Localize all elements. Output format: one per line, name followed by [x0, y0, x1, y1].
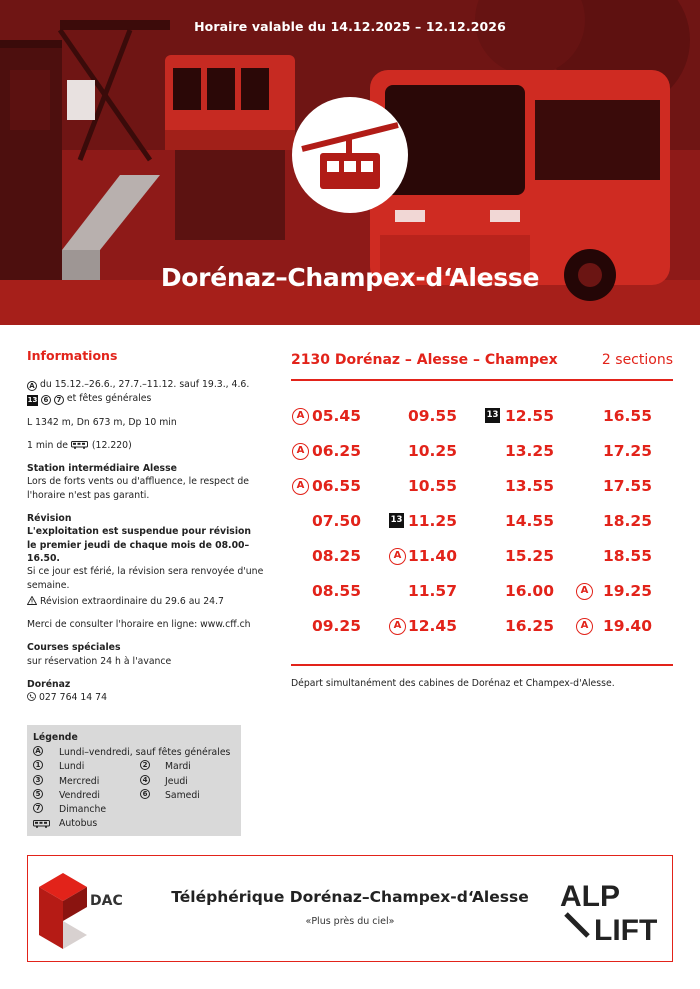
departure-time: 14.55: [504, 512, 554, 530]
station-text: Lors de forts vents ou d'affluence, le respect de l'horaire n'est pas garanti.: [27, 476, 250, 501]
departure-time: 11.40: [407, 547, 457, 565]
departure-time: 19.25: [602, 582, 652, 600]
warning-icon: [27, 596, 37, 605]
weekday-badge: A: [576, 618, 593, 635]
departure-time: 16.55: [602, 407, 652, 425]
legend-label: Lundi–vendredi, sauf fêtes générales: [59, 747, 231, 759]
footer-slogan: «Plus près du ciel»: [305, 916, 395, 927]
departure-time: 18.55: [602, 547, 652, 565]
departure-time: 10.25: [407, 442, 457, 460]
legend-label: Jeudi: [165, 775, 188, 787]
info-heading: Informations: [27, 348, 118, 363]
special-title: Courses spéciales: [27, 642, 121, 654]
legend-row: [33, 760, 235, 774]
dac-logo: [39, 873, 103, 949]
revision-bold-1: L'exploitation est suspendue pour révision: [27, 526, 252, 538]
departure-time: 06.55: [311, 477, 361, 495]
legend-label: Dimanche: [59, 803, 107, 815]
legend-title: Légende: [33, 732, 78, 743]
operating-days-line2: et fêtes générales: [66, 392, 152, 404]
alp-logo-line1: ALP: [560, 880, 620, 913]
legend-row: [33, 817, 235, 831]
timetable-note: Départ simultanément des cabines de Dorénaz et Champex-d'Alesse.: [291, 678, 615, 689]
departure-time: 08.25: [311, 547, 361, 565]
legend-label: Vendredi: [59, 789, 100, 801]
legend-row: [33, 803, 235, 817]
symbol-13: 13: [27, 395, 38, 404]
top-rule: [291, 379, 673, 381]
alplift-logo: [558, 876, 664, 944]
legend-symbol: 7: [33, 803, 43, 813]
departure-time: 10.55: [407, 477, 457, 495]
sunday-symbol: 7: [54, 395, 64, 405]
revision-text: Si ce jour est férié, la révision sera renvoyée d'une semaine.: [27, 566, 264, 591]
departure-time: 16.00: [504, 582, 554, 600]
legend-symbol: 4: [140, 775, 150, 785]
departure-time: 13.25: [504, 442, 554, 460]
footer-box: [27, 855, 673, 962]
consult-online: Merci de consulter l'horaire en ligne: www.cff.ch: [27, 619, 251, 631]
contact-title: Dorénaz: [27, 679, 71, 691]
departure-time: 09.25: [311, 617, 361, 635]
departure-time: 11.57: [407, 582, 457, 600]
departure-time: 07.50: [311, 512, 361, 530]
symbol-13-badge: 13: [485, 408, 500, 423]
departure-time: 08.55: [311, 582, 361, 600]
dac-logo-text: DAC: [90, 893, 123, 909]
cable-car-logo: [292, 97, 408, 213]
legend-symbol: 6: [140, 789, 150, 799]
departure-time: 11.25: [407, 512, 457, 530]
special-trips: [27, 641, 267, 668]
alp-logo-line2: LIFT: [594, 914, 658, 944]
bus-icon: [33, 820, 51, 828]
departure-time: 15.25: [504, 547, 554, 565]
cable-car-icon: [292, 97, 408, 213]
departure-time: 17.25: [602, 442, 652, 460]
departure-time: 12.55: [504, 407, 554, 425]
legend-symbol: 3: [33, 775, 43, 785]
weekday-badge: A: [292, 408, 309, 425]
hero-banner: [0, 0, 700, 325]
legend-label: Mercredi: [59, 775, 100, 787]
departure-time: 12.45: [407, 617, 457, 635]
bottom-rule: [291, 664, 673, 666]
weekday-symbol: A: [27, 381, 37, 391]
departure-time: 19.40: [602, 617, 652, 635]
bus-connection-line: (12.220): [91, 439, 132, 451]
departure-time: 05.45: [311, 407, 361, 425]
station-info: [27, 462, 267, 502]
legend-symbol: A: [33, 746, 43, 756]
revision-extra: [27, 595, 267, 608]
info-panel: [27, 349, 267, 714]
legend-row: [33, 789, 235, 803]
legend-box: [27, 725, 241, 836]
departure-time: 06.25: [311, 442, 361, 460]
symbol-13-badge: 13: [389, 513, 404, 528]
revision-info: [27, 512, 267, 592]
special-text: sur réservation 24 h à l'avance: [27, 655, 172, 667]
departure-time: 17.55: [602, 477, 652, 495]
contact: [27, 678, 267, 705]
weekday-badge: A: [389, 548, 406, 565]
station-title: Station intermédiaire Alesse: [27, 463, 177, 475]
saturday-symbol: 6: [41, 395, 51, 405]
weekday-badge: A: [292, 443, 309, 460]
departure-time: 09.55: [407, 407, 457, 425]
legend-symbol: 5: [33, 789, 43, 799]
legend-label: Autobus: [59, 818, 98, 830]
legend-label: Mardi: [165, 761, 191, 773]
departure-time: 16.25: [504, 617, 554, 635]
legend-label: Samedi: [165, 789, 200, 801]
bus-icon: [71, 441, 89, 449]
operating-days-line1: du 15.12.–26.6., 27.7.–11.12. sauf 19.3., 4.6.: [39, 379, 250, 391]
legend-row: [33, 775, 235, 789]
weekday-badge: A: [292, 478, 309, 495]
revision-bold-2: le premier jeudi de chaque mois de 08.00–16.50.: [27, 539, 250, 564]
operating-days: [27, 378, 267, 405]
legend-label: Lundi: [59, 761, 85, 773]
weekday-badge: A: [389, 618, 406, 635]
page-title: Dorénaz–Champex-d‘Alesse: [160, 263, 540, 292]
revision-extra-text: Révision extraordinaire du 29.6 au 24.7: [39, 595, 224, 607]
route-sections: 2 sections: [601, 352, 673, 368]
revision-title: Révision: [27, 513, 72, 525]
departure-time: 18.25: [602, 512, 652, 530]
route-title: 2130 Dorénaz – Alesse – Champex: [291, 352, 558, 368]
footer-title: Téléphérique Dorénaz–Champex-d‘Alesse: [171, 888, 529, 906]
phone-number: 027 764 14 74: [38, 692, 107, 704]
phone-icon: [27, 692, 36, 701]
legend-symbol: 1: [33, 760, 43, 770]
departure-time: 13.55: [504, 477, 554, 495]
legend-symbol: 2: [140, 760, 150, 770]
validity-period: Horaire valable du 14.12.2025 – 12.12.2026: [194, 19, 506, 34]
line-specs: L 1342 m, Dn 673 m, Dp 10 min: [27, 416, 177, 428]
legend-row: [33, 746, 235, 760]
weekday-badge: A: [576, 583, 593, 600]
bus-connection: [27, 439, 267, 452]
bus-connection-prefix: 1 min de: [27, 439, 68, 451]
